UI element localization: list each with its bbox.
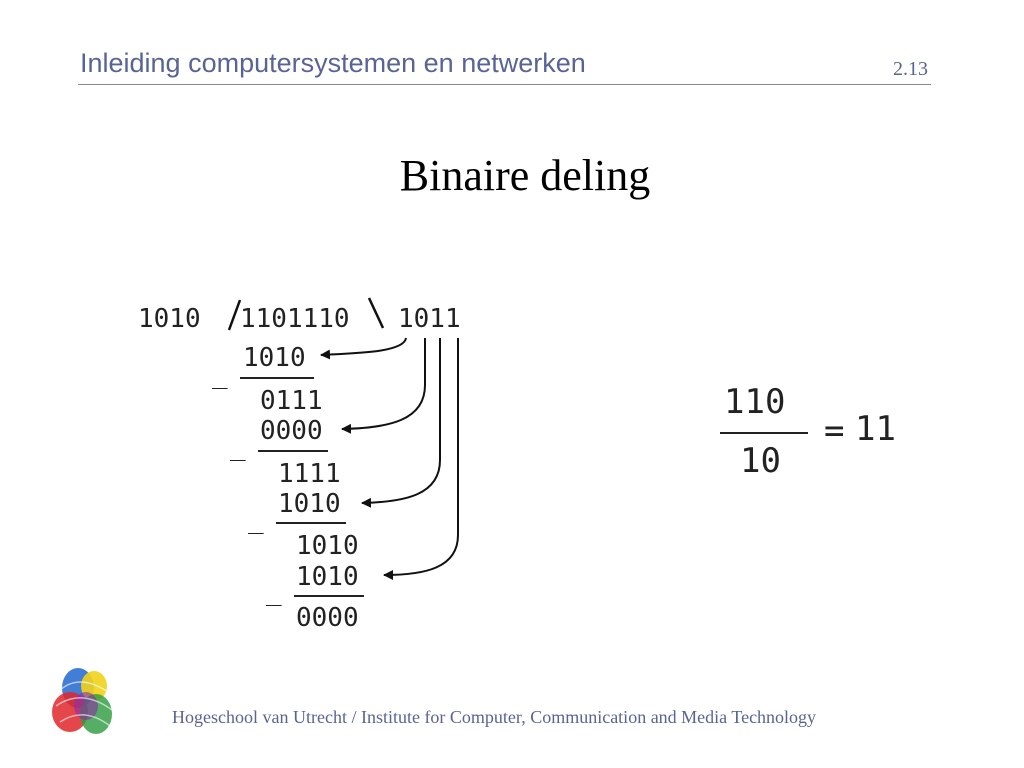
remainder: 1010	[296, 531, 359, 561]
arrow-step-1	[321, 338, 406, 355]
dividend: 1101110	[240, 304, 350, 334]
divisor: 1010	[138, 304, 201, 334]
equals-sign: =	[824, 411, 845, 451]
subtrahend: 1010	[296, 562, 359, 592]
minus-sign: _	[248, 505, 264, 535]
remainder: 0000	[296, 603, 359, 633]
minus-sign: _	[230, 432, 246, 462]
minus-sign: _	[212, 360, 228, 390]
result: 11	[855, 409, 896, 449]
slide-title: Binaire deling	[399, 151, 651, 200]
subtrahend: 1010	[243, 343, 306, 373]
slide-number: 2.13	[893, 58, 928, 80]
subtrahend: 0000	[260, 416, 323, 446]
fraction-line	[720, 432, 808, 434]
minus-sign: _	[266, 577, 282, 607]
remainder: 1111	[278, 459, 341, 489]
fraction-numerator: 110	[724, 382, 786, 422]
school-logo	[48, 662, 120, 742]
arrow-step-4	[384, 338, 458, 575]
subtrahend: 1010	[278, 489, 341, 519]
arrow-step-2	[342, 338, 425, 429]
division-bracket-left	[229, 300, 240, 330]
presentation-title: Inleiding computersystemen en netwerken	[80, 48, 586, 78]
division-bracket-right	[369, 298, 383, 328]
remainder: 0111	[260, 386, 323, 416]
quotient: 1011	[398, 304, 461, 334]
fraction-denominator: 10	[740, 441, 781, 481]
footer-institution: Hogeschool van Utrecht / Institute for Computer, Communication and Media Technology	[172, 707, 817, 727]
